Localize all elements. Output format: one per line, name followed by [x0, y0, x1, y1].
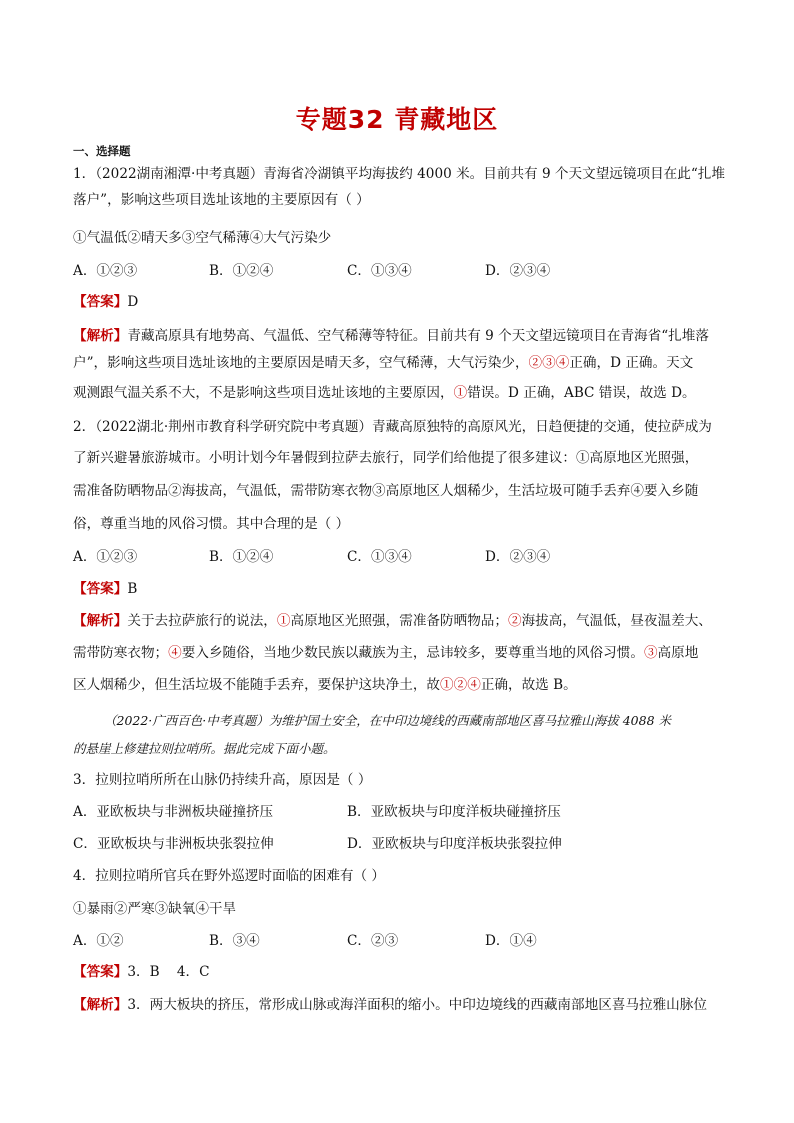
q2-answer: [73, 580, 137, 598]
explanation-text: 正确，故选 B。: [480, 677, 577, 693]
explanation-text: 错误。D 正确，ABC 错误，故选 D。: [467, 385, 696, 401]
q4-option-b: B．③④: [209, 933, 260, 949]
explanation-text: 户”，影响这些项目选址该地的主要原因是晴天多，空气稀薄，大气污染少，: [73, 355, 529, 371]
q1-option-c: C．①③④: [347, 263, 412, 279]
explanation-text: 要入乡随俗，当地少数民族以藏族为主，忌讳较多，要尊重当地的风俗习惯。: [181, 645, 644, 661]
explanation-highlight: ④: [168, 645, 182, 661]
explanation-text: 区人烟稀少，但生活垃圾不能随手丢弃，要保护这块净土，故: [73, 677, 441, 693]
q3-option-a: A．亚欧板块与非洲板块碰撞挤压: [73, 804, 274, 820]
q1-line-1: 1．（2022湖南湘潭·中考真题）青海省冷湖镇平均海拔约 4000 米。目前共有 9 个天文望远镜项目在此“扎堆: [73, 166, 725, 182]
q1-option-b: B．①②④: [209, 263, 274, 279]
explanation-text: 高原地: [657, 645, 699, 661]
q4-answer: [73, 963, 210, 981]
group-stem-line-2: 的悬崖上修建拉则拉哨所。据此完成下面小题。: [73, 741, 336, 756]
explanation-text: 海拔高，气温低，昼夜温差大、: [521, 613, 712, 629]
group-stem-line-1: （2022·广西百色·中考真题）为维护国土安全，在中印边境线的西藏南部地区喜马拉雅山海拔 4088 米: [104, 713, 672, 728]
explanation-highlight: ①: [276, 613, 291, 629]
q1-explanation-2: [73, 354, 693, 372]
explanation-tag: 【解析】: [73, 613, 128, 629]
explanation-text: 3．两大板块的挤压，常形成山脉或海洋面积的缩小。中印边境线的西藏南部地区喜马拉雅山脉位: [127, 997, 707, 1013]
q2-line-2: 了新兴避暑旅游城市。小明计划今年暑假到拉萨去旅行，同学们给他提了很多建议：①高原地区光照强，: [73, 450, 699, 466]
q3-option-c: C．亚欧板块与非洲板块张裂拉伸: [73, 836, 274, 852]
explanation-highlight: ②: [508, 613, 522, 629]
q2-line-1: 2．（2022湖北·荆州市教育科学研究院中考真题）青藏高原独特的高原风光，日趋便捷的交通，使拉萨成为: [73, 419, 712, 435]
explanation-text: 观测跟气温关系不大，不是影响这些项目选址该地的主要原因，: [73, 385, 454, 401]
q4-line-1: 4．拉则拉哨所官兵在野外巡逻时面临的困难有（ ）: [73, 868, 386, 884]
q3-option-d: D．亚欧板块与印度洋板块张裂拉伸: [347, 836, 562, 852]
answer-tag: 【答案】: [73, 294, 128, 310]
q1-line-2: 落户”，影响这些项目选址该地的主要原因有（ ）: [73, 192, 370, 208]
q2-option-d: D．②③④: [485, 549, 551, 565]
q2-line-4: 俗，尊重当地的风俗习惯。其中合理的是（ ）: [73, 516, 350, 532]
q1-line-3: ①气温低②晴天多③空气稀薄④大气污染少: [73, 230, 332, 246]
q4-option-d: D．①④: [485, 933, 537, 949]
explanation-text: 青藏高原具有地势高、气温低、空气稀薄等特征。目前共有 9 个天文望远镜项目在青海省“扎堆落: [127, 328, 709, 344]
explanation-text: 正确，D 正确。天文: [569, 355, 694, 371]
q1-option-a: A．①②③: [73, 263, 138, 279]
q1-answer: [73, 293, 138, 311]
page-title: 专题32 青藏地区: [295, 105, 499, 134]
answer-value: D: [127, 294, 139, 310]
q2-option-a: A．①②③: [73, 549, 138, 565]
q2-explanation-3: [73, 676, 577, 694]
answer-value: B: [127, 581, 138, 597]
q1-option-d: D．②③④: [485, 263, 551, 279]
q4-option-a: A．①②: [73, 933, 124, 949]
q2-line-3: 需准备防晒物品②海拔高，气温低，需带防寒衣物③高原地区人烟稀少，生活垃圾可随手丢弃④要入乡随: [73, 483, 699, 499]
explanation-tag: 【解析】: [73, 328, 128, 344]
q2-option-c: C．①③④: [347, 549, 412, 565]
explanation-highlight: ①②④: [440, 677, 481, 693]
q1-explanation-1: [73, 327, 709, 345]
q2-explanation-2: [73, 644, 698, 662]
q4-line-2: ①暴雨②严寒③缺氧④干旱: [73, 901, 237, 917]
q1-explanation-3: [73, 384, 696, 402]
explanation-text: 关于去拉萨旅行的说法，: [127, 613, 277, 629]
q4-explanation-1: [73, 996, 707, 1014]
explanation-highlight: ①: [453, 385, 468, 401]
explanation-text: 需带防寒衣物；: [73, 645, 169, 661]
answer-tag: 【答案】: [73, 581, 128, 597]
q3-line-1: 3．拉则拉哨所所在山脉仍持续升高，原因是（ ）: [73, 772, 372, 788]
q4-option-c: C．②③: [347, 933, 399, 949]
explanation-highlight: ③: [643, 645, 658, 661]
answer-tag: 【答案】: [73, 964, 128, 980]
q3-option-b: B．亚欧板块与印度洋板块碰撞挤压: [347, 804, 561, 820]
explanation-text: 高原地区光照强，需准备防晒物品；: [290, 613, 508, 629]
q2-explanation-1: [73, 612, 712, 630]
explanation-tag: 【解析】: [73, 997, 128, 1013]
section-heading: 一、选择题: [73, 144, 131, 158]
q2-option-b: B．①②④: [209, 549, 274, 565]
answer-value: 3．B 4．C: [127, 964, 210, 980]
explanation-highlight: ②③④: [528, 355, 570, 371]
